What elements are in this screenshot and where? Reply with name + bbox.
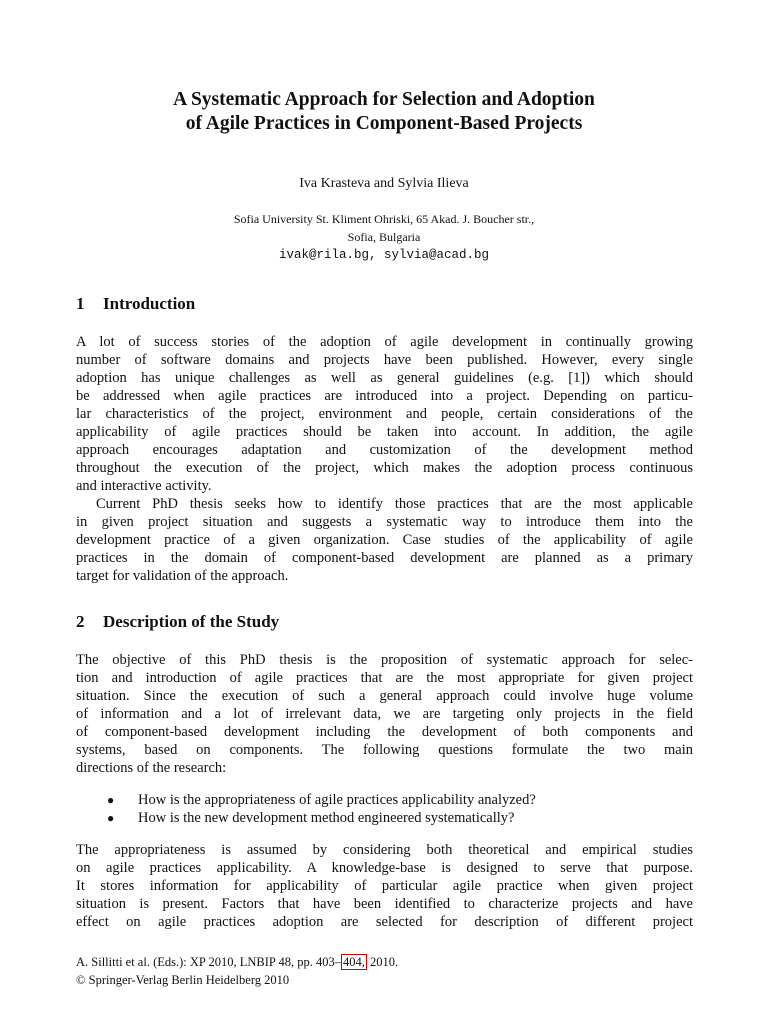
list-item-text: How is the new development method engineered systematically? bbox=[138, 810, 515, 826]
text-line: systems, based on components. The following questions formulate the two main bbox=[76, 742, 693, 758]
paper-title bbox=[60, 88, 708, 136]
title-line-1: A Systematic Approach for Selection and Adoption bbox=[173, 89, 595, 110]
text-line: adoption has unique challenges as well as general guidelines (e.g. [1]) which should bbox=[76, 370, 693, 386]
affiliation-block bbox=[0, 210, 768, 264]
author-emails[interactable]: ivak@rila.bg, sylvia@acad.bg bbox=[278, 248, 490, 262]
text-line: and interactive activity. bbox=[76, 478, 212, 494]
bullet-icon: ● bbox=[107, 793, 115, 807]
text-line: tion and introduction of agile practices that are the most appropriate for given project bbox=[76, 670, 693, 686]
affiliation-line-1: Sofia University St. Kliment Ohriski, 65 Akad. J. Boucher str., bbox=[233, 212, 535, 226]
text-line: A lot of success stories of the adoption of agile development in continually growing bbox=[76, 334, 693, 350]
list-item bbox=[76, 809, 693, 827]
text-line: be addressed when agile practices are introduced into a project. Depending on particu- bbox=[76, 388, 693, 404]
text-line: throughout the execution of the project, which makes the adoption process continuous bbox=[76, 460, 693, 476]
text-line: target for validation of the approach. bbox=[76, 568, 289, 584]
paragraph bbox=[76, 651, 693, 777]
list-item bbox=[76, 791, 693, 809]
section-heading-introduction bbox=[76, 293, 195, 315]
text-line: applicability of agile practices should be taken into account. In addition, the agile bbox=[76, 424, 693, 440]
bullet-list bbox=[76, 791, 693, 827]
section-title: Description of the Study bbox=[103, 612, 280, 631]
text-line: on agile practices applicability. A knowledge-base is designed to serve that purpose. bbox=[76, 860, 693, 876]
citation-year: 2010. bbox=[366, 955, 399, 969]
paragraph bbox=[76, 495, 693, 585]
bullet-icon: ● bbox=[107, 811, 115, 825]
page-footer bbox=[76, 953, 398, 989]
section-title: Introduction bbox=[103, 294, 196, 313]
text-line: number of software domains and projects have been published. However, every single bbox=[76, 352, 693, 368]
text-line: effect on agile practices adoption are selected for description of different project bbox=[76, 914, 693, 930]
citation-text: A. Sillitti et al. (Eds.): XP 2010, LNBIP 48, pp. 403– bbox=[76, 955, 342, 969]
citation-line bbox=[76, 953, 398, 971]
text-line: The appropriateness is assumed by considering both theoretical and empirical studies bbox=[76, 842, 693, 858]
section-number: 2 bbox=[76, 612, 85, 631]
text-line: situation is present. Factors that have been identified to characterize projects and have bbox=[76, 896, 693, 912]
list-item-text: How is the appropriateness of agile practices applicability analyzed? bbox=[138, 792, 536, 808]
text-line: practices in the domain of component-based development are planned as a primary bbox=[76, 550, 693, 566]
affiliation-line-2: Sofia, Bulgaria bbox=[347, 230, 421, 244]
text-line: lar characteristics of the project, environment and people, certain considerations of the bbox=[76, 406, 693, 422]
text-line: Current PhD thesis seeks how to identify those practices that are the most applicable bbox=[96, 496, 693, 512]
title-line-2: of Agile Practices in Component-Based Projects bbox=[185, 113, 583, 134]
text-line: approach encourages adaptation and customization of the development method bbox=[76, 442, 693, 458]
text-line: directions of the research: bbox=[76, 760, 227, 776]
paragraph bbox=[76, 841, 693, 931]
text-line: of component-based development including the development of both components and bbox=[76, 724, 693, 740]
paragraph bbox=[76, 333, 693, 495]
section-number: 1 bbox=[76, 294, 85, 313]
copyright-line: © Springer-Verlag Berlin Heidelberg 2010 bbox=[76, 973, 290, 987]
text-line: in given project situation and suggests a systematic way to introduce them into the bbox=[76, 514, 693, 530]
section-heading-description bbox=[76, 611, 279, 633]
text-line: of information and a lot of irrelevant data, we are targeting only projects in the field bbox=[76, 706, 693, 722]
text-line: development practice of a given organization. Case studies of the applicability of agile bbox=[76, 532, 693, 548]
text-line: The objective of this PhD thesis is the proposition of systematic approach for selec- bbox=[76, 652, 693, 668]
author-list: Iva Krasteva and Sylvia Ilieva bbox=[299, 176, 469, 191]
page-link[interactable]: 404, bbox=[343, 955, 365, 969]
text-line: It stores information for applicability of particular agile practice when given project bbox=[76, 878, 693, 894]
text-line: situation. Since the execution of such a general approach could involve huge volume bbox=[76, 688, 693, 704]
